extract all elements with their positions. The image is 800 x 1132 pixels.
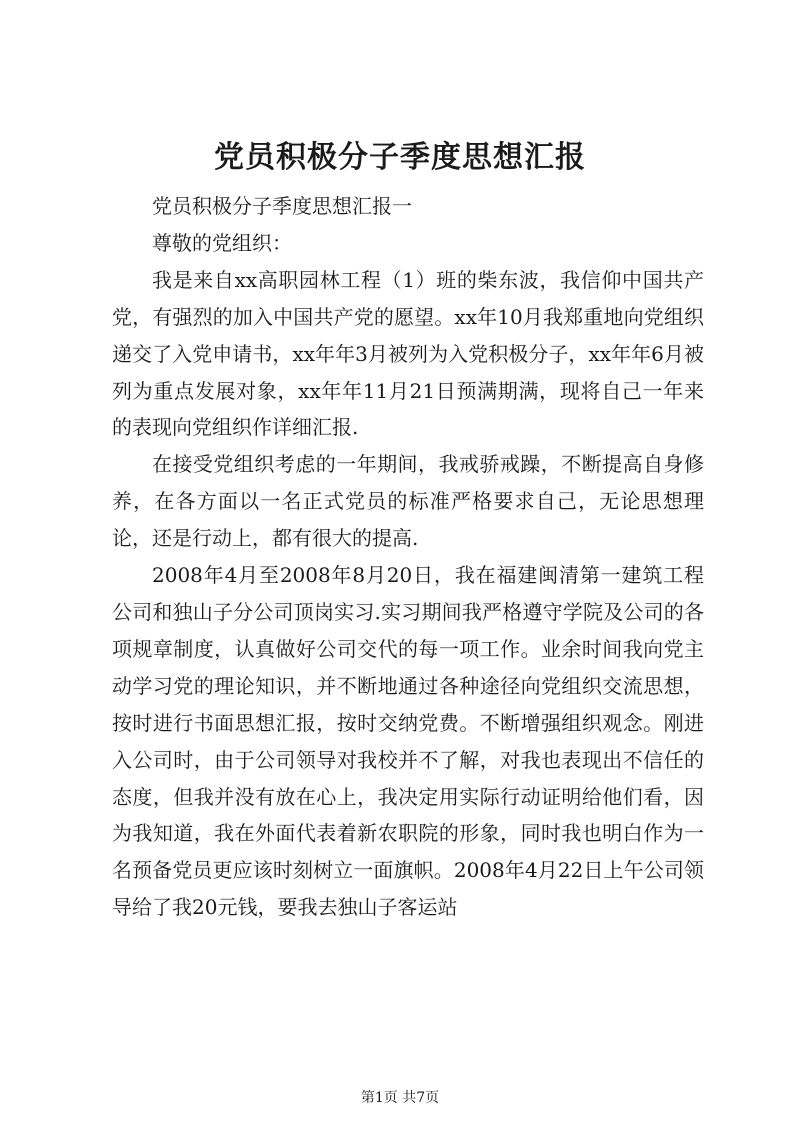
body-paragraph: 2008年4月至2008年8月20日，我在福建闽清第一建筑工程公司和独山子分公司顶岗实习.实习期间我严格遵守学院及公司的各项规章制度，认真做好公司交代的每一项工作。业余时间我向党主动学习党的理论知识，并不断地通过各种途径向党组织交流思想，按时进行书面思想汇报，按时交纳党费。不断增强组织观念。刚进入公司时，由于公司领导对我校并不了解，对我也表现出不信任的态度，但我并没有放在心上，我决定用实际行动证明给他们看，因为我知道，我在外面代表着新农职院的形象，同时我也明白作为一名预备党员更应该时刻树立一面旗帜。2008年4月22日上午公司领导给了我20元钱，要我去独山子客运站	[112, 563, 704, 920]
body-paragraph: 我是来自xx高职园林工程（1）班的柴东波，我信仰中国共产党，有强烈的加入中国共产党的愿望。xx年10月我郑重地向党组织递交了入党申请书，xx年年3月被列为入党积极分子，xx年年6月被列为重点发展对象，xx年年11月21日预满期满，现将自己一年来的表现向党组织作详细汇报.	[112, 267, 704, 440]
section-heading: 党员积极分子季度思想汇报一	[152, 194, 412, 218]
page-number-footer: 第1页 共7页	[360, 1090, 440, 1106]
body-paragraph: 在接受党组织考虑的一年期间，我戒骄戒躁，不断提高自身修养，在各方面以一名正式党员的标准严格要求自己，无论思想理论，还是行动上，都有很大的提高.	[112, 452, 704, 551]
salutation: 尊敬的党组织：	[152, 230, 292, 255]
document-title: 党员积极分子季度思想汇报	[214, 140, 586, 175]
document-body	[112, 188, 704, 926]
